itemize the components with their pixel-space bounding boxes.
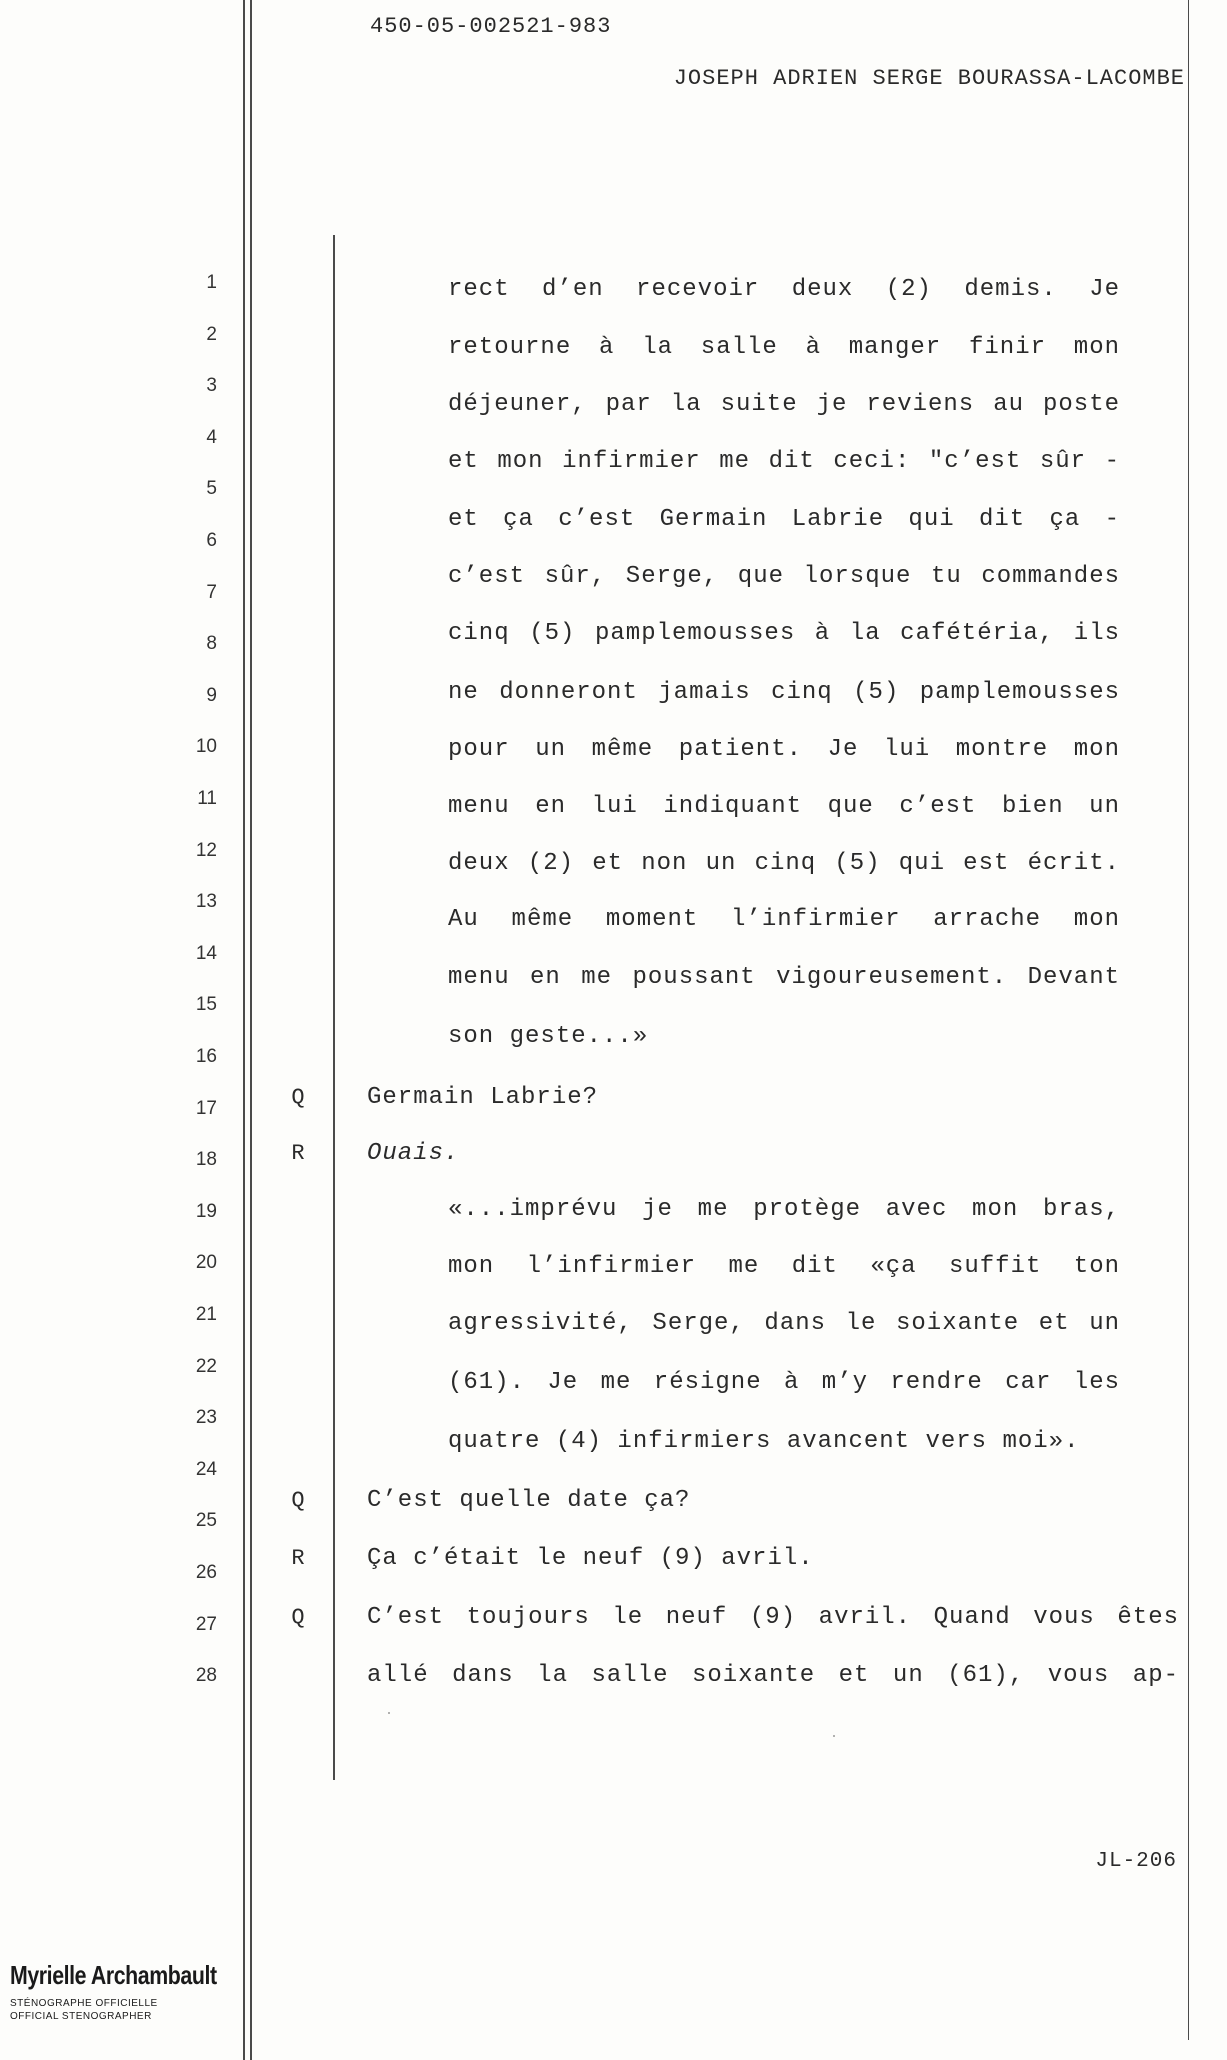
stenographer-stamp — [10, 1960, 262, 2023]
line-number: 3 — [206, 375, 217, 397]
line-number: 1 — [206, 272, 217, 293]
transcript-line: C’est quelle date ça? — [367, 1487, 691, 1514]
line-number: 26 — [195, 1562, 217, 1583]
line-number: 28 — [195, 1665, 217, 1687]
paper-speck — [833, 1735, 835, 1737]
transcript-line: allé dans la salle soixante et un (61), vous ap- — [367, 1662, 1179, 1689]
witness-name: JOSEPH ADRIEN SERGE BOURASSA-LACOMBE — [673, 66, 1185, 91]
transcript-line: menu en me poussant vigoureusement. Devant — [448, 964, 1120, 991]
line-number: 9 — [206, 684, 217, 706]
line-number: 25 — [195, 1510, 217, 1532]
line-number: 22 — [195, 1355, 217, 1377]
line-number: 19 — [195, 1200, 217, 1222]
line-number: 16 — [195, 1046, 217, 1067]
left-margin-rule-inner — [250, 0, 252, 2060]
transcript-line: agressivité, Serge, dans le soixante et un — [448, 1310, 1120, 1337]
line-number: 17 — [195, 1097, 217, 1119]
line-number: 5 — [206, 478, 217, 500]
line-number: 14 — [195, 942, 217, 964]
transcript-line: mon l’infirmier me dit «ça suffit ton — [448, 1253, 1120, 1280]
line-number: 24 — [195, 1458, 217, 1480]
stenographer-title — [10, 1997, 262, 2023]
line-number: 7 — [206, 581, 217, 603]
stenographer-name: Myrielle Archambault — [10, 1960, 217, 1990]
stenographer-title-en: OFFICIAL STENOGRAPHER — [10, 2011, 152, 2022]
line-number: 2 — [206, 323, 217, 345]
docket-number: 450-05-002521-983 — [370, 14, 612, 39]
transcript-line: C’est toujours le neuf (9) avril. Quand vous êtes — [367, 1604, 1179, 1631]
line-number: 18 — [195, 1149, 217, 1171]
line-number: 4 — [206, 426, 217, 448]
line-number: 15 — [195, 994, 217, 1016]
transcript-line: ne donneront jamais cinq (5) pamplemousses — [448, 679, 1120, 706]
line-number: 21 — [195, 1304, 217, 1325]
right-margin-rule — [1188, 0, 1189, 2040]
qr-column-rule — [333, 235, 335, 1780]
line-number: 23 — [195, 1407, 217, 1429]
transcript-line: deux (2) et non un cinq (5) qui est écrit. — [448, 850, 1120, 877]
transcript-line: «...imprévu je me protège avec mon bras, — [448, 1196, 1120, 1223]
transcript-line: rect d’en recevoir deux (2) demis. Je — [448, 276, 1120, 303]
question-marker: Q — [291, 1085, 305, 1110]
transcript-line: retourne à la salle à manger finir mon — [448, 334, 1120, 361]
transcript-line: quatre (4) infirmiers avancent vers moi». — [448, 1428, 1080, 1455]
line-number: 27 — [195, 1613, 217, 1635]
line-number: 8 — [206, 633, 217, 655]
line-number: 11 — [197, 788, 217, 809]
paper-speck — [388, 1712, 390, 1714]
line-number: 12 — [195, 839, 217, 861]
transcript-line: pour un même patient. Je lui montre mon — [448, 736, 1120, 763]
line-number: 20 — [195, 1252, 217, 1274]
transcript-line: Ouais. — [367, 1140, 460, 1167]
transcript-line: et ça c’est Germain Labrie qui dit ça - — [448, 506, 1120, 533]
transcript-line: Au même moment l’infirmier arrache mon — [448, 906, 1120, 933]
question-marker: Q — [291, 1488, 305, 1513]
question-marker: Q — [291, 1605, 305, 1630]
transcript-line: son geste...» — [448, 1023, 649, 1050]
transcript-line: et mon infirmier me dit ceci: "c’est sûr - — [448, 448, 1120, 475]
left-margin-rule-outer — [243, 0, 245, 2060]
page-code: JL-206 — [1095, 1850, 1177, 1873]
answer-marker: R — [291, 1141, 305, 1166]
transcript-line: c’est sûr, Serge, que lorsque tu commandes — [448, 563, 1120, 590]
transcript-line: cinq (5) pamplemousses à la cafétéria, ils — [448, 620, 1120, 647]
answer-marker: R — [291, 1546, 305, 1571]
transcript-line: Germain Labrie? — [367, 1084, 599, 1111]
transcript-line: menu en lui indiquant que c’est bien un — [448, 793, 1120, 820]
transcript-line: (61). Je me résigne à m’y rendre car les — [448, 1369, 1120, 1396]
stenographer-title-fr: STÉNOGRAPHE OFFICIELLE — [10, 1998, 158, 2009]
transcript-line: déjeuner, par la suite je reviens au poste — [448, 391, 1120, 418]
line-number: 6 — [206, 530, 217, 551]
line-number: 13 — [195, 891, 217, 913]
line-number: 10 — [195, 736, 217, 758]
transcript-line: Ça c’était le neuf (9) avril. — [367, 1545, 814, 1572]
